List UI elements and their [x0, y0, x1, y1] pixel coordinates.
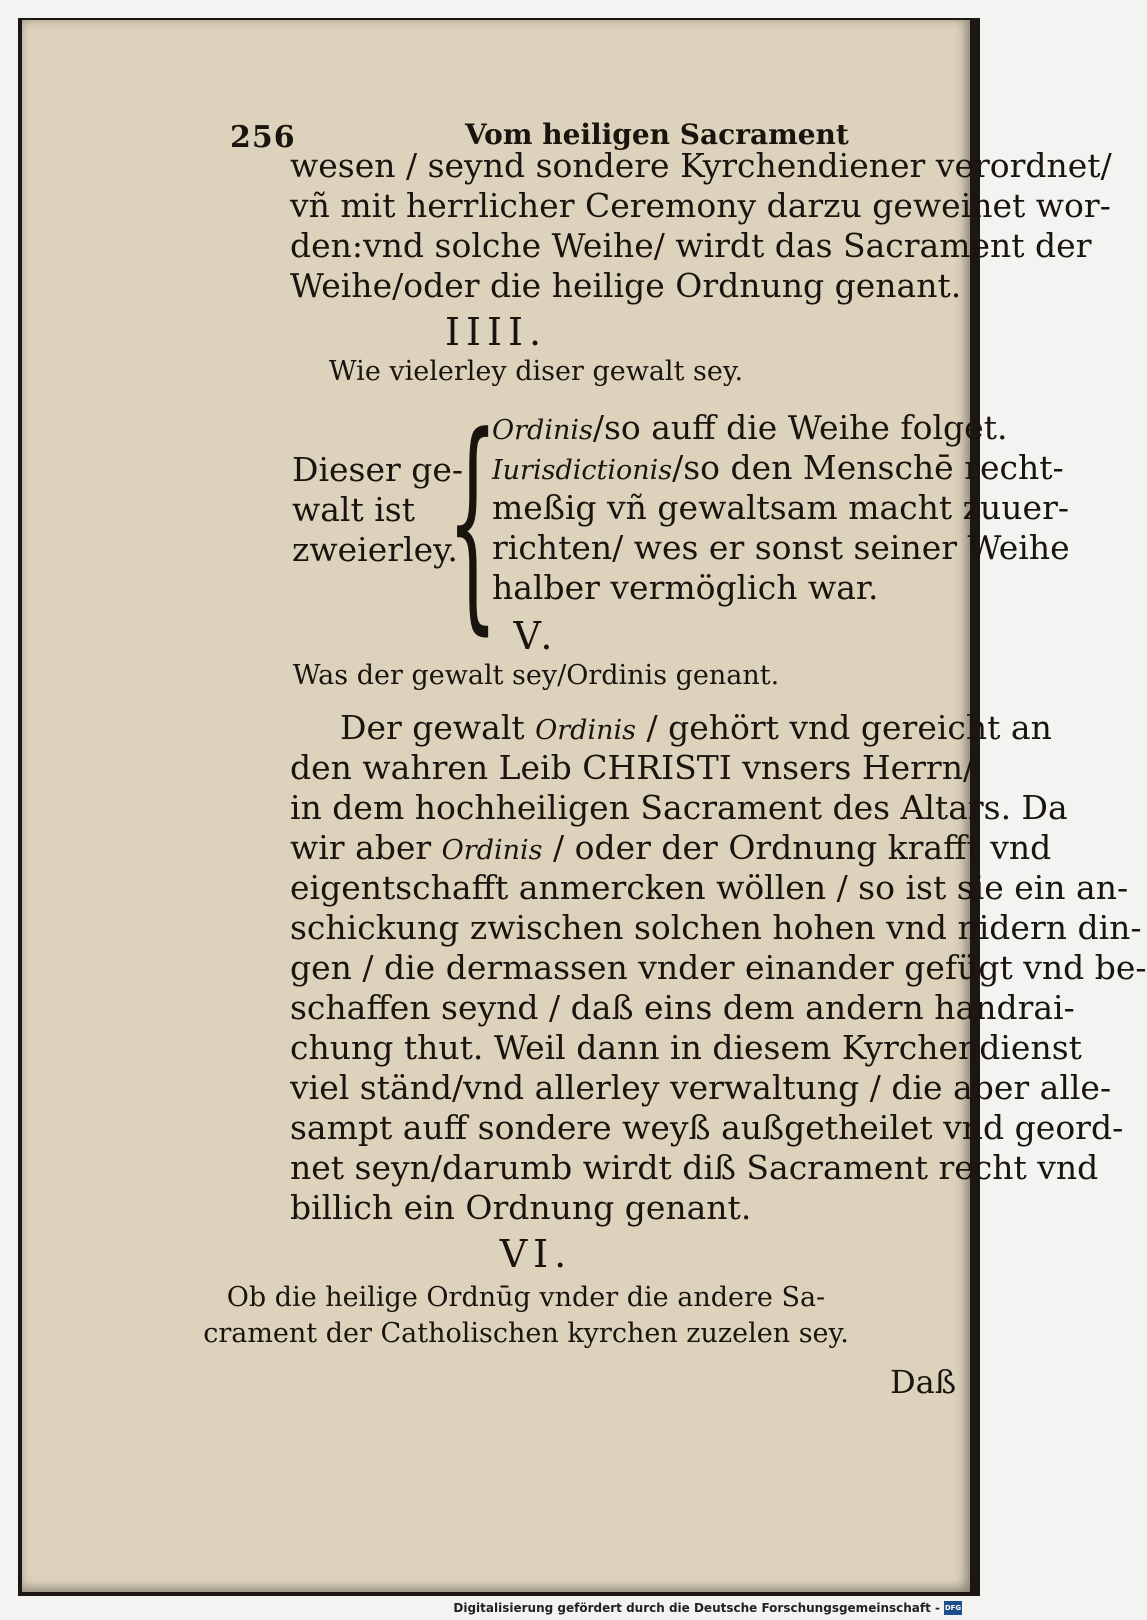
body-line: schaffen seynd / daß eins dem andern handrai-	[290, 988, 1075, 1027]
latin-term: Iurisdictionis	[492, 455, 673, 486]
division-left-line: Dieser ge-	[292, 450, 464, 489]
body-line	[340, 708, 1052, 751]
text-line: Weihe/oder die heilige Ordnung genant.	[290, 266, 962, 305]
brace-glyph: {	[447, 388, 499, 655]
division-right-line: halber vermöglich war.	[492, 568, 879, 607]
division-left-line: walt ist	[292, 490, 415, 529]
text-line: den:vnd solche Weihe/ wirdt das Sacrament der	[290, 226, 1092, 265]
body-line: sampt auff sondere weyß außgetheilet vnd geord-	[290, 1108, 1124, 1147]
division-left-line: zweierley.	[292, 530, 458, 569]
section-numeral-v: V.	[513, 614, 559, 658]
division-right-line: richten/ wes er sonst seiner Weihe	[492, 528, 1070, 567]
section-heading-iiii: Wie vielerley diser gewalt sey.	[328, 356, 744, 387]
division-right-line	[492, 448, 1064, 491]
latin-term: Ordinis	[535, 715, 636, 746]
heading-text: Was der gewalt sey/	[292, 660, 567, 691]
body-line: den wahren Leib CHRISTI vnsers Herrn/	[290, 748, 975, 787]
digitization-footer	[0, 1598, 1000, 1620]
body-text: / gehört vnd gereicht an	[635, 708, 1052, 747]
body-line: gen / die dermassen vnder einander gefügt vnd be-	[290, 948, 1147, 987]
latin-term: Ordinis	[441, 835, 543, 866]
division-right-line: meßig vñ gewaltsam macht zuuer-	[492, 488, 1070, 527]
body-line: schickung zwischen solchen hohen vnd nidern din-	[290, 908, 1142, 947]
body-text: Der gewalt	[340, 708, 536, 747]
division-text: /so auff die Weihe folget.	[592, 408, 1008, 447]
body-line: viel ständ/vnd allerley verwaltung / die aber alle-	[290, 1068, 1112, 1107]
body-text: wir aber	[290, 828, 442, 867]
body-line: chung thut. Weil dann in diesem Kyrchendienst	[290, 1028, 1082, 1067]
footer-credit: Digitalisierung gefördert durch die Deutsche Forschungsgemeinschaft -	[453, 1601, 940, 1615]
section-heading-vi-line: crament der Catholischen kyrchen zuzelen sey.	[203, 1318, 849, 1349]
section-heading-vi-line: Ob die heilige Ordnūg vnder die andere Sa-	[226, 1282, 826, 1313]
body-line: in dem hochheiligen Sacrament des Altars. Da	[290, 788, 1068, 827]
text-line: vñ mit herrlicher Ceremony darzu geweihet wor-	[290, 186, 1111, 225]
catchword: Daß	[890, 1363, 957, 1401]
latin-term: Ordinis	[566, 660, 668, 691]
division-right-line	[492, 408, 1007, 451]
section-heading-v	[62, 660, 1010, 691]
heading-text: genant.	[667, 660, 780, 691]
body-line: net seyn/darumb wirdt diß Sacrament recht vnd	[290, 1148, 1099, 1187]
page-number: 256	[230, 120, 296, 155]
body-line: eigentschafft anmercken wöllen / so ist sie ein an-	[290, 868, 1129, 907]
body-line	[290, 828, 1051, 871]
body-line: billich ein Ordnung genant.	[290, 1188, 752, 1227]
book-page	[22, 20, 1147, 1592]
section-numeral-vi: VI.	[499, 1232, 573, 1276]
division-text: /so den Menschē recht-	[672, 448, 1064, 487]
body-text: / oder der Ordnung krafft vnd	[542, 828, 1052, 867]
running-head: Vom heiligen Sacrament	[465, 118, 849, 151]
dfg-logo: DFG	[944, 1601, 962, 1615]
section-numeral-iiii: IIII.	[444, 310, 548, 354]
text-line: wesen / seynd sondere Kyrchendiener verordnet/	[290, 146, 1112, 185]
latin-term: Ordinis	[492, 415, 593, 446]
scan-frame	[18, 18, 1147, 1596]
